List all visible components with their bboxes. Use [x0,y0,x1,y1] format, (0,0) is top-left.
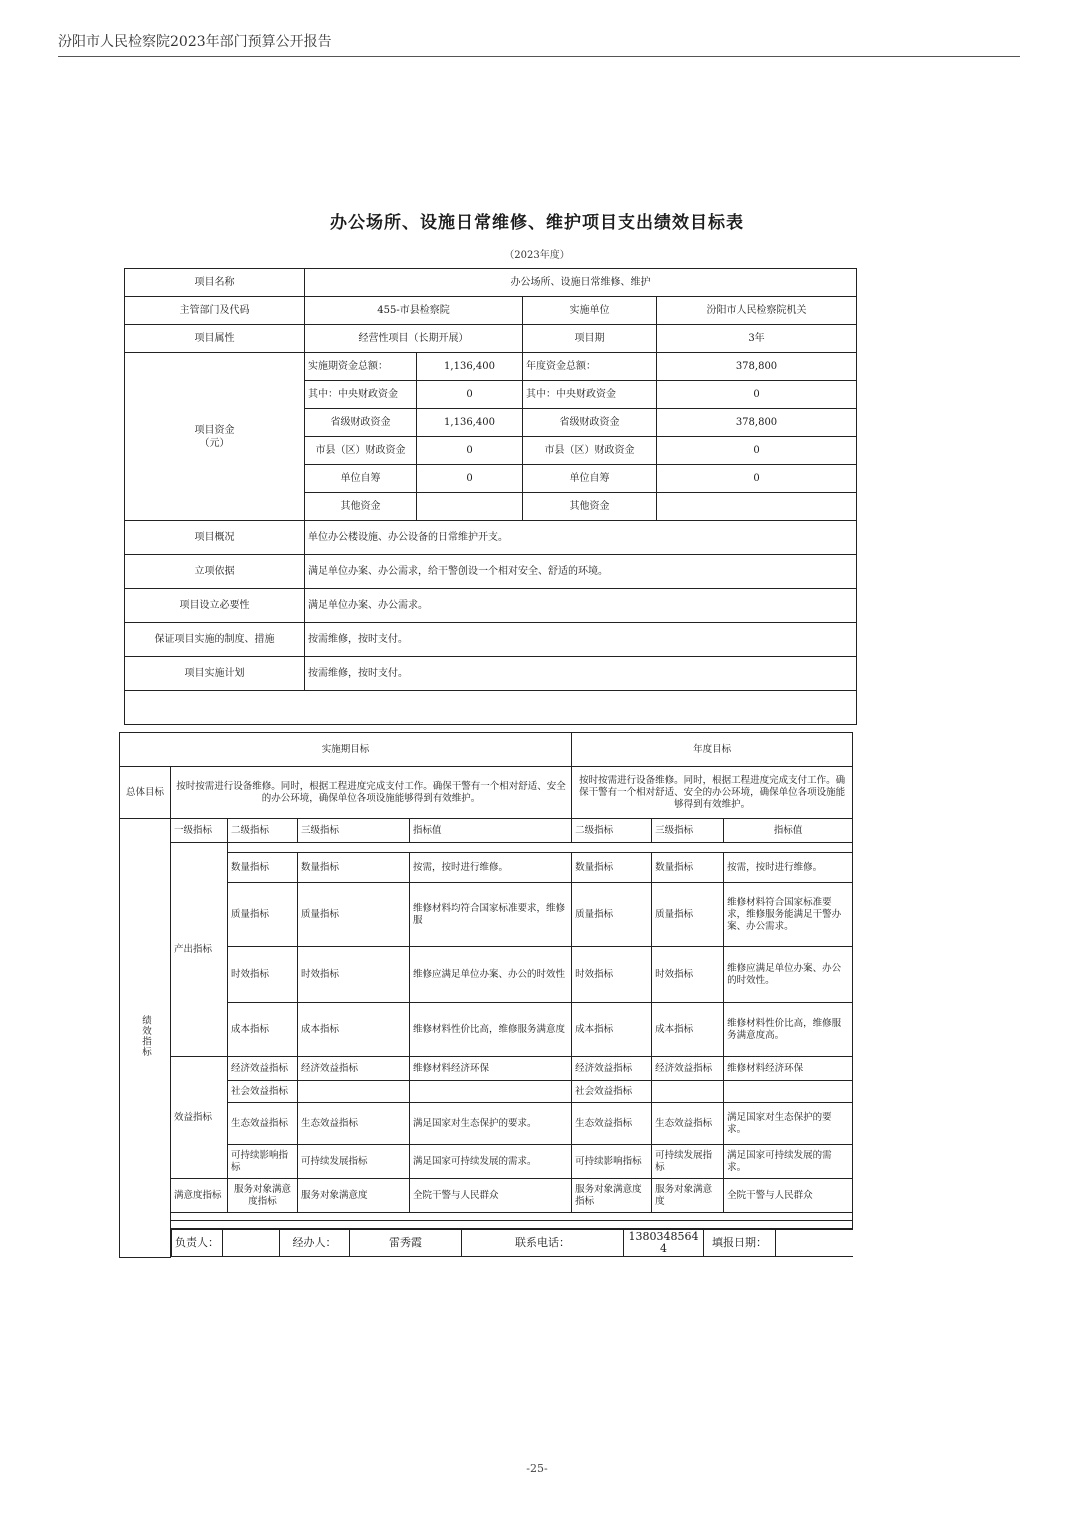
col-header: 三级指标 [652,819,724,843]
col-header: 二级指标 [228,819,298,843]
level2-cell: 经济效益指标 [228,1057,298,1081]
level2-cell: 数量指标 [228,853,298,883]
value-cell: 维修材料性价比高，维修服务满意度 [410,1003,572,1057]
fund-value-right: 0 [657,381,857,409]
annual-level3-cell: 成本指标 [652,1003,724,1057]
project-name: 办公场所、设施日常维修、维护 [305,269,857,297]
annual-value-cell: 维修应满足单位办案、办公的时效性。 [724,947,853,1003]
annual-level3-cell: 质量指标 [652,883,724,947]
fund-value-left: 0 [417,465,523,493]
fund-label-right: 单位自筹 [523,465,657,493]
project-name-label: 项目名称 [125,269,305,297]
annual-level3-cell: 数量指标 [652,853,724,883]
running-header [58,32,1020,57]
goals-right-header: 年度目标 [572,733,853,767]
annual-level2-cell: 生态效益指标 [572,1103,652,1145]
annual-value-cell: 维修材料经济环保 [724,1057,853,1081]
level2-cell: 社会效益指标 [228,1081,298,1103]
fund-label-right: 市县（区）财政资金 [523,437,657,465]
info-label: 保证项目实施的制度、措施 [125,623,305,657]
info-label: 项目实施计划 [125,657,305,691]
doc-title: 办公场所、设施日常维修、维护项目支出绩效目标表 [330,213,744,233]
annual-level3-cell: 可持续发展指标 [652,1145,724,1179]
info-value: 按需维修，按时支付。 [305,657,857,691]
period-label: 项目期 [523,325,657,353]
phone-value: 13803485644 [624,1230,704,1257]
level3-cell: 时效指标 [298,947,410,1003]
level3-cell [298,1081,410,1103]
level2-cell: 时效指标 [228,947,298,1003]
value-cell: 满足国家可持续发展的需求。 [410,1145,572,1179]
value-cell: 维修材料均符合国家标准要求，维修服 [410,883,572,947]
owner-value [223,1230,280,1257]
info-value: 单位办公楼设施、办公设备的日常维护开支。 [305,521,857,555]
level3-cell: 成本指标 [298,1003,410,1057]
date-value [776,1230,853,1257]
col-header: 指标值 [724,819,853,843]
col-header: 一级指标 [171,819,228,843]
value-cell: 按需，按时进行维修。 [410,853,572,883]
annual-level2-cell: 可持续影响指标 [572,1145,652,1179]
fund-label-right: 其他资金 [523,493,657,521]
info-value: 满足单位办案、办公需求，给干警创设一个相对安全、舒适的环境。 [305,555,857,589]
value-cell [410,1081,572,1103]
annual-level2-cell: 服务对象满意度指标 [572,1179,652,1213]
fund-value-right: 0 [657,465,857,493]
fund-label-left: 省级财政资金 [305,409,417,437]
impl-value: 汾阳市人民检察院机关 [657,297,857,325]
annual-value-cell: 全院干警与人民群众 [724,1179,853,1213]
level1-cell: 产出指标 [171,843,228,1057]
annual-value-cell [724,1081,853,1103]
date-label: 填报日期： [704,1230,776,1257]
annual-value-cell: 满足国家可持续发展的需求。 [724,1145,853,1179]
col-header: 三级指标 [298,819,410,843]
fund-value-right: 378,800 [657,409,857,437]
level3-cell: 数量指标 [298,853,410,883]
annual-value-cell: 维修材料符合国家标准要求，维修服务能满足干警办案、办公需求。 [724,883,853,947]
fund-label-right: 其中：中央财政资金 [523,381,657,409]
perf-side-label [120,819,171,1258]
fund-value-right: 378,800 [657,353,857,381]
info-label: 立项依据 [125,555,305,589]
annual-value-cell: 维修材料性价比高，维修服务满意度高。 [724,1003,853,1057]
info-label: 项目概况 [125,521,305,555]
attr-value: 经营性项目（长期开展） [305,325,523,353]
doc-year: （2023年度） [504,250,570,261]
spacer-row [228,843,853,853]
level3-cell: 可持续发展指标 [298,1145,410,1179]
project-info-table [124,268,857,725]
page-number: -25- [526,1462,548,1475]
fund-label-left: 其他资金 [305,493,417,521]
value-cell: 维修材料经济环保 [410,1057,572,1081]
level3-cell: 服务对象满意度 [298,1179,410,1213]
annual-value-cell: 满足国家对生态保护的要求。 [724,1103,853,1145]
level2-cell: 可持续影响指标 [228,1145,298,1179]
handler-value: 雷秀霞 [350,1230,462,1257]
fund-value-right [657,493,857,521]
handler-label: 经办人： [280,1230,350,1257]
value-cell: 满足国家对生态保护的要求。 [410,1103,572,1145]
spacer-row [171,1213,853,1221]
col-header: 二级指标 [572,819,652,843]
overall-goal-right: 按时按需进行设备维修。同时，根据工程进度完成支付工作。确保干警有一个相对舒适、安全的办公环境，确保单位各项设施能够得到有效维护。 [572,767,853,819]
level2-cell: 质量指标 [228,883,298,947]
annual-level3-cell [652,1081,724,1103]
fund-label-right: 年度资金总额： [523,353,657,381]
annual-level2-cell: 质量指标 [572,883,652,947]
overall-goal-left: 按时按需进行设备维修。同时，根据工程进度完成支付工作。确保干警有一个相对舒适、安全的办公环境，确保单位各项设施能够得到有效维护。 [171,767,572,819]
fund-label-left: 市县（区）财政资金 [305,437,417,465]
fund-label-right: 省级财政资金 [523,409,657,437]
fund-value-left: 1,136,400 [417,353,523,381]
dept-value: 455-市县检察院 [305,297,523,325]
col-header: 指标值 [410,819,572,843]
owner-label: 负责人： [172,1230,223,1257]
period-value: 3年 [657,325,857,353]
overall-goal-label: 总体目标 [120,767,171,819]
value-cell: 全院干警与人民群众 [410,1179,572,1213]
attr-label: 项目属性 [125,325,305,353]
level2-cell: 成本指标 [228,1003,298,1057]
level3-cell: 质量指标 [298,883,410,947]
perf-side-text: 绩效指标 [140,1014,151,1057]
value-cell: 维修应满足单位办案、办公的时效性 [410,947,572,1003]
info-value: 按需维修，按时支付。 [305,623,857,657]
fund-value-left: 1,136,400 [417,409,523,437]
level1-cell: 满意度指标 [171,1179,228,1213]
fund-label-left: 实施期资金总额： [305,353,417,381]
performance-indicator-table [119,732,853,1258]
impl-label: 实施单位 [523,297,657,325]
annual-level2-cell: 成本指标 [572,1003,652,1057]
funds-label: 项目资金 （元） [125,353,305,521]
level2-cell: 生态效益指标 [228,1103,298,1145]
annual-value-cell: 按需，按时进行维修。 [724,853,853,883]
goals-left-header: 实施期目标 [120,733,572,767]
blank-row [125,691,857,725]
level2-cell: 服务对象满意度指标 [228,1179,298,1213]
fund-value-right: 0 [657,437,857,465]
running-title: 汾阳市人民检察院2023年部门预算公开报告 [58,34,332,50]
spacer-row [171,1221,853,1229]
level1-cell: 效益指标 [171,1057,228,1179]
phone-label: 联系电话： [462,1230,624,1257]
info-label: 项目设立必要性 [125,589,305,623]
fund-label-left: 其中：中央财政资金 [305,381,417,409]
annual-level3-cell: 生态效益指标 [652,1103,724,1145]
annual-level3-cell: 时效指标 [652,947,724,1003]
signature-table [171,1229,853,1257]
annual-level3-cell: 服务对象满意度 [652,1179,724,1213]
annual-level2-cell: 时效指标 [572,947,652,1003]
dept-label: 主管部门及代码 [125,297,305,325]
fund-value-left: 0 [417,437,523,465]
fund-value-left: 0 [417,381,523,409]
level3-cell: 经济效益指标 [298,1057,410,1081]
info-value: 满足单位办案、办公需求。 [305,589,857,623]
annual-level2-cell: 数量指标 [572,853,652,883]
signature-row [171,1229,853,1258]
annual-level2-cell: 社会效益指标 [572,1081,652,1103]
fund-value-left [417,493,523,521]
annual-level3-cell: 经济效益指标 [652,1057,724,1081]
level3-cell: 生态效益指标 [298,1103,410,1145]
annual-level2-cell: 经济效益指标 [572,1057,652,1081]
fund-label-left: 单位自筹 [305,465,417,493]
